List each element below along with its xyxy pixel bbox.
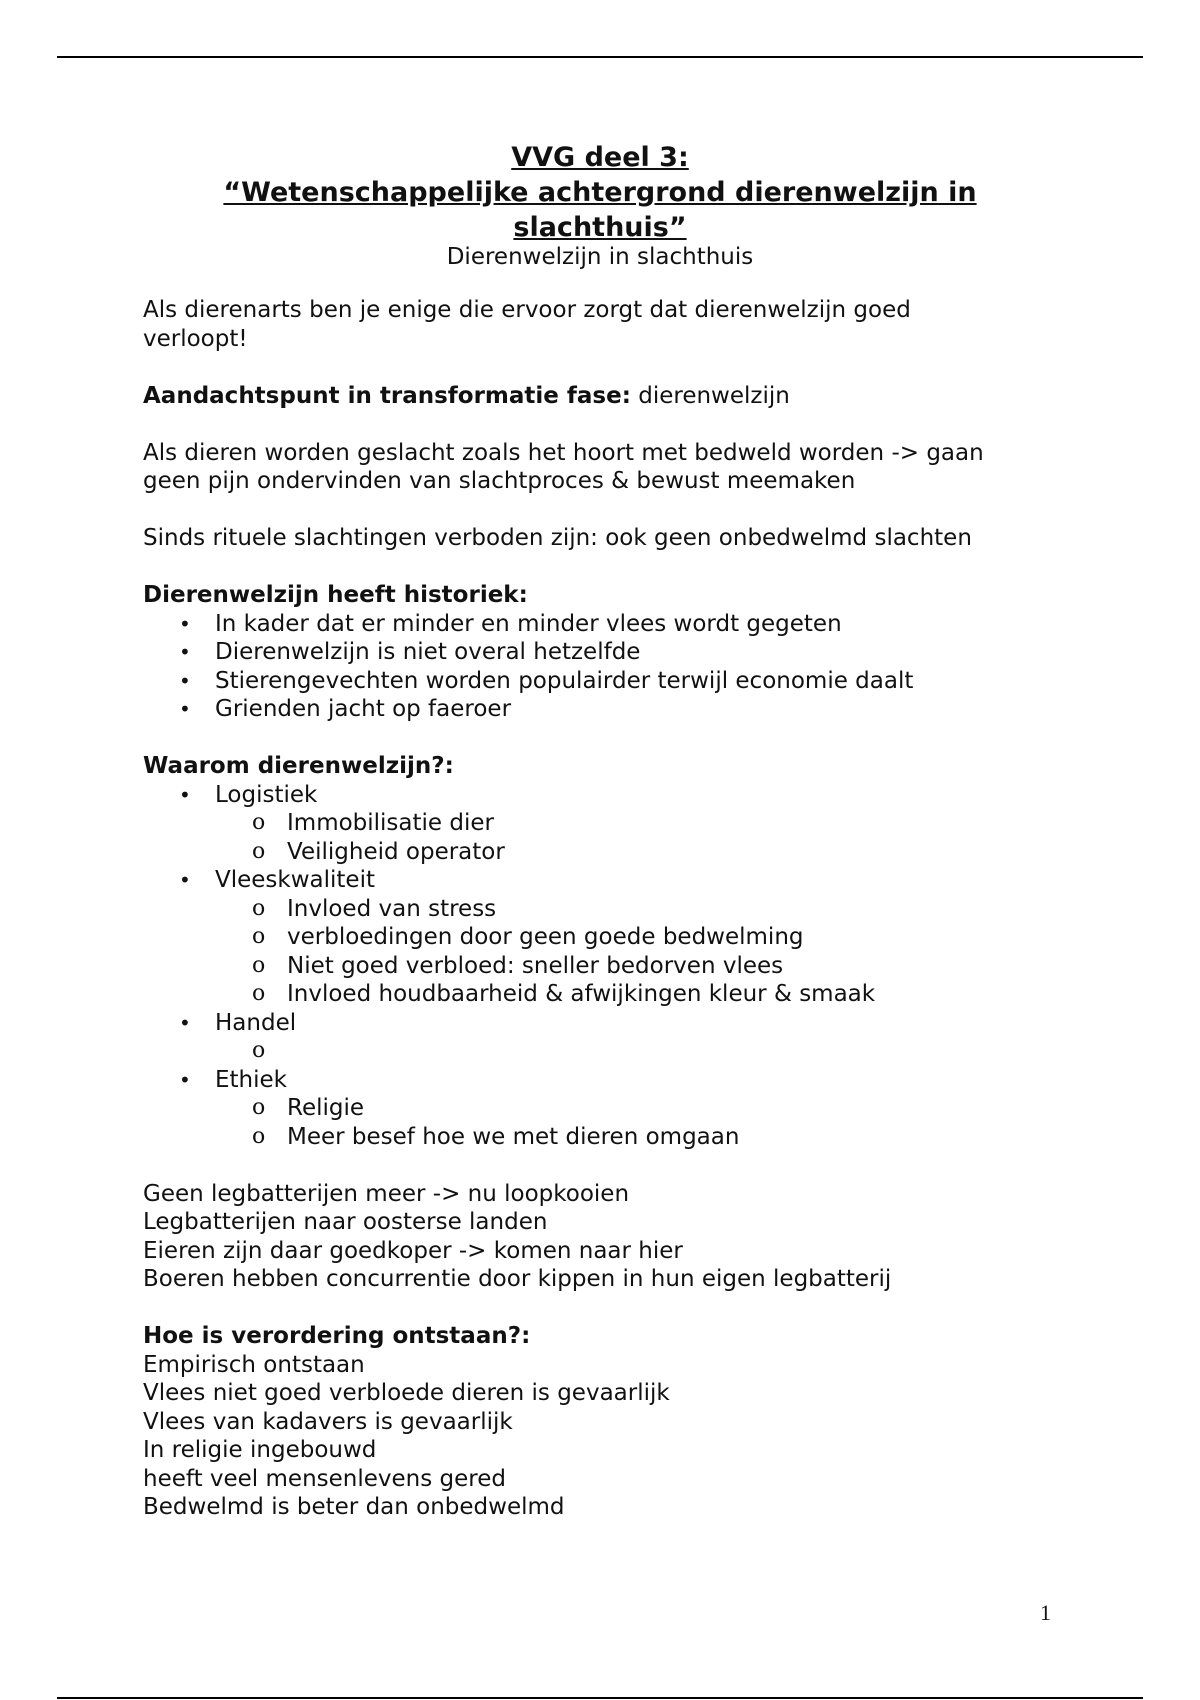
bullet-icon: • <box>179 668 191 693</box>
circle-bullet-icon: o <box>252 895 266 921</box>
bullet-icon: • <box>179 611 191 636</box>
sub-list-item: o Invloed houdbaarheid & afwijkingen kleur & smaak <box>252 981 876 1007</box>
document-title-line-2: “Wetenschappelijke achtergrond dierenwelzijn in <box>223 177 977 208</box>
sub-list-item-empty <box>143 1037 1043 1066</box>
sub-list-item: o Niet goed verbloed: sneller bedorven vlees <box>252 952 784 979</box>
bullet-icon: • <box>179 1067 191 1092</box>
leg-line: Eieren zijn daar goedkoper -> komen naar hier <box>143 1237 683 1264</box>
verordering-line: Empirisch ontstaan <box>143 1351 365 1378</box>
document-subtitle: Dierenwelzijn in slachthuis <box>446 244 754 270</box>
leg-line: Geen legbatterijen meer -> nu loopkooien <box>143 1180 630 1207</box>
bullet-icon: • <box>179 697 191 721</box>
list-item: • Stierengevechten worden populairder terwijl economie daalt <box>179 667 914 694</box>
list-item: • Dierenwelzijn is niet overal hetzelfde <box>179 639 641 665</box>
circle-bullet-icon: o <box>252 810 266 835</box>
verordering-heading: Hoe is verordering ontstaan?: <box>143 1323 531 1349</box>
footer-rule <box>57 1697 1143 1699</box>
list-item: • Logistiek <box>179 781 318 808</box>
circle-bullet-icon: o <box>252 924 266 949</box>
circle-bullet-icon: o <box>252 1123 266 1149</box>
list-item: • Ethiek <box>179 1066 287 1093</box>
sub-list-item: o Immobilisatie dier <box>252 810 494 836</box>
bullet-icon: • <box>179 868 191 892</box>
document-title-line-1: VVG deel 3: <box>511 142 689 173</box>
sub-list-item: o verbloedingen door geen goede bedwelming <box>252 924 804 950</box>
list-item: • Handel <box>179 1009 297 1036</box>
list-item: • Grienden jacht op faeroer <box>179 696 512 722</box>
sub-list-item: o Invloed van stress <box>252 895 497 922</box>
header-rule <box>57 56 1143 58</box>
verordering-line: heeft veel mensenlevens gered <box>143 1465 506 1492</box>
sub-list-item: o Meer besef hoe we met dieren omgaan <box>252 1123 740 1150</box>
aandacht-label: Aandachtspunt in transformatie fase: <box>143 382 631 409</box>
verordering-line: Vlees niet goed verbloede dieren is gevaarlijk <box>143 1380 670 1406</box>
verordering-line: Bedwelmd is beter dan onbedwelmd <box>143 1494 565 1520</box>
document-title-line-3: slachthuis” <box>513 212 687 243</box>
intro-line-2: verloopt! <box>143 325 248 352</box>
sub-list-item: o Veiligheid operator <box>252 838 505 865</box>
bullet-icon: • <box>179 1010 191 1035</box>
circle-bullet-icon: o <box>252 838 266 864</box>
bullet-icon: • <box>179 640 191 664</box>
circle-bullet-icon: o <box>252 981 266 1006</box>
historiek-heading: Dierenwelzijn heeft historiek: <box>143 582 528 608</box>
title-block <box>0 140 1200 271</box>
document-body <box>143 296 1043 1522</box>
circle-bullet-icon: o <box>252 1038 266 1063</box>
verordering-line: In religie ingebouwd <box>143 1437 377 1463</box>
aandacht-paragraph <box>143 382 1043 411</box>
rituele-paragraph: Sinds rituele slachtingen verboden zijn: ook geen onbedwelmd slachten <box>143 525 972 551</box>
historiek-list <box>143 610 1043 724</box>
list-item: • In kader dat er minder en minder vlees wordt gegeten <box>179 610 842 637</box>
intro-line-1: Als dierenarts ben je enige die ervoor zorgt dat dierenwelzijn goed <box>143 297 911 323</box>
sub-list-item: o Religie <box>252 1095 365 1121</box>
bullet-icon: • <box>179 782 191 807</box>
leg-line: Boeren hebben concurrentie door kippen in hun eigen legbatterij <box>143 1266 892 1292</box>
verordering-line: Vlees van kadavers is gevaarlijk <box>143 1408 513 1435</box>
waarom-list <box>143 781 1043 1152</box>
geslacht-line-1: Als dieren worden geslacht zoals het hoort met bedweld worden -> gaan <box>143 439 984 466</box>
circle-bullet-icon: o <box>252 1095 266 1120</box>
page-number: 1 <box>1040 1600 1051 1625</box>
geslacht-line-2: geen pijn ondervinden van slachtproces & bewust meemaken <box>143 468 856 494</box>
leg-line: Legbatterijen naar oosterse landen <box>143 1209 548 1235</box>
aandacht-value: dierenwelzijn <box>630 382 790 409</box>
circle-bullet-icon: o <box>252 952 266 978</box>
waarom-heading: Waarom dierenwelzijn?: <box>143 753 454 779</box>
list-item: • Vleeskwaliteit <box>179 867 375 893</box>
